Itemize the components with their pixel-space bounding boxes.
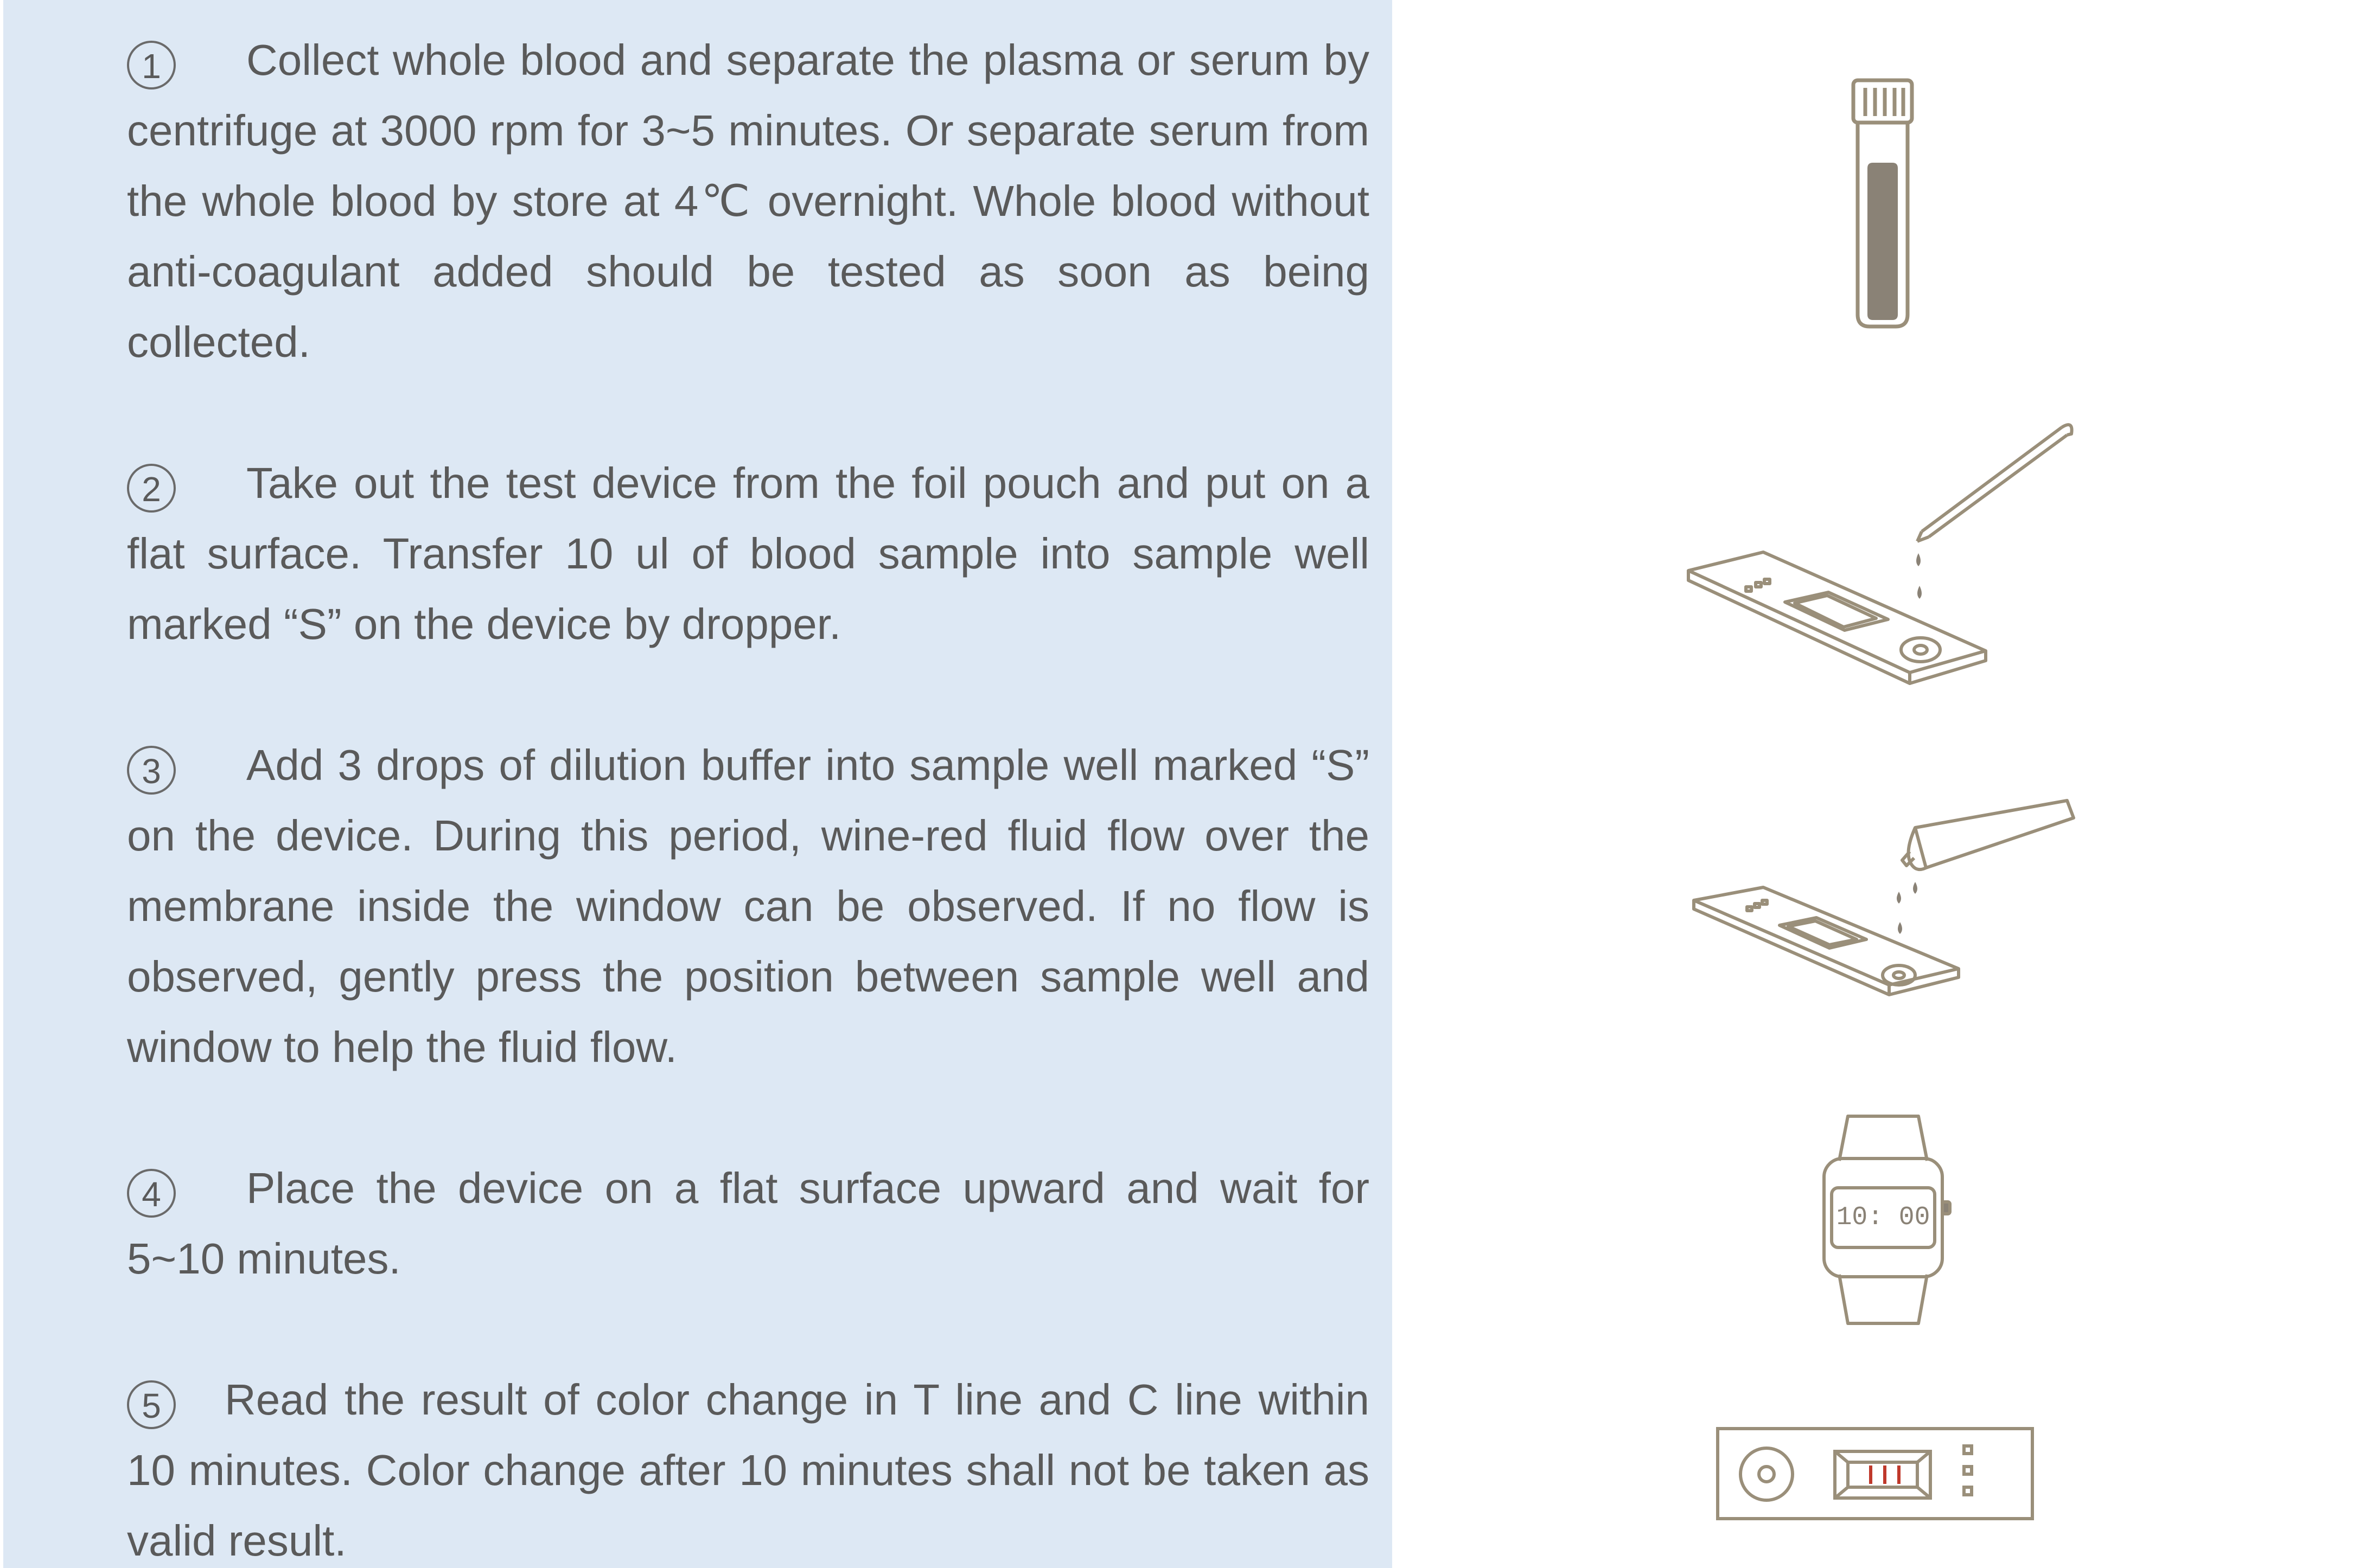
step-1-number: 1: [127, 41, 176, 89]
step-1-text: Collect whole blood and separate the plasma or serum by centrifuge at 3000 rpm for 3~5 minutes. Or separate serum from the whole blood by store at 4℃ overnight. Whole blood without anti-coagulant added should be tested as soon as being collected.: [127, 36, 1369, 366]
step-4: [127, 1153, 1369, 1294]
step-5: [127, 1365, 1369, 1568]
step-3-number: 3: [127, 746, 176, 795]
step-3-text: Add 3 drops of dilution buffer into sample well marked “S” on the device. During this period, wine-red fluid flow over the membrane inside the window can be observed. If no flow is observed, gently press the position between sample well and window to help the fluid flow.: [127, 741, 1369, 1071]
step-2-number: 2: [127, 464, 176, 513]
steps-list: [127, 25, 1369, 1568]
step-2: [127, 448, 1369, 660]
dropper-test-device-icon: [1682, 418, 2083, 700]
result-test-device-icon: [1714, 1421, 2040, 1524]
blood-tube-icon: [1845, 76, 1921, 331]
step-4-text: Place the device on a flat surface upward and wait for 5~10 minutes.: [127, 1164, 1369, 1283]
step-2-text: Take out the test device from the foil pouch and put on a flat surface. Transfer 10 ul of blood sample into sample well marked “S” on the device by dropper.: [127, 459, 1369, 648]
step-3: [127, 730, 1369, 1083]
step-5-number: 5: [127, 1380, 176, 1429]
wristwatch-icon: [1812, 1106, 1959, 1334]
watch-display-text: 10: 00: [1836, 1203, 1930, 1232]
buffer-bottle-test-device-icon: [1687, 792, 2078, 1020]
step-5-text: Read the result of color change in T line and C line within 10 minutes. Color change after 10 minutes shall not be taken as valid result.: [127, 1375, 1369, 1565]
step-1: [127, 25, 1369, 377]
step-4-number: 4: [127, 1169, 176, 1218]
instructions-panel: [3, 0, 1392, 1568]
